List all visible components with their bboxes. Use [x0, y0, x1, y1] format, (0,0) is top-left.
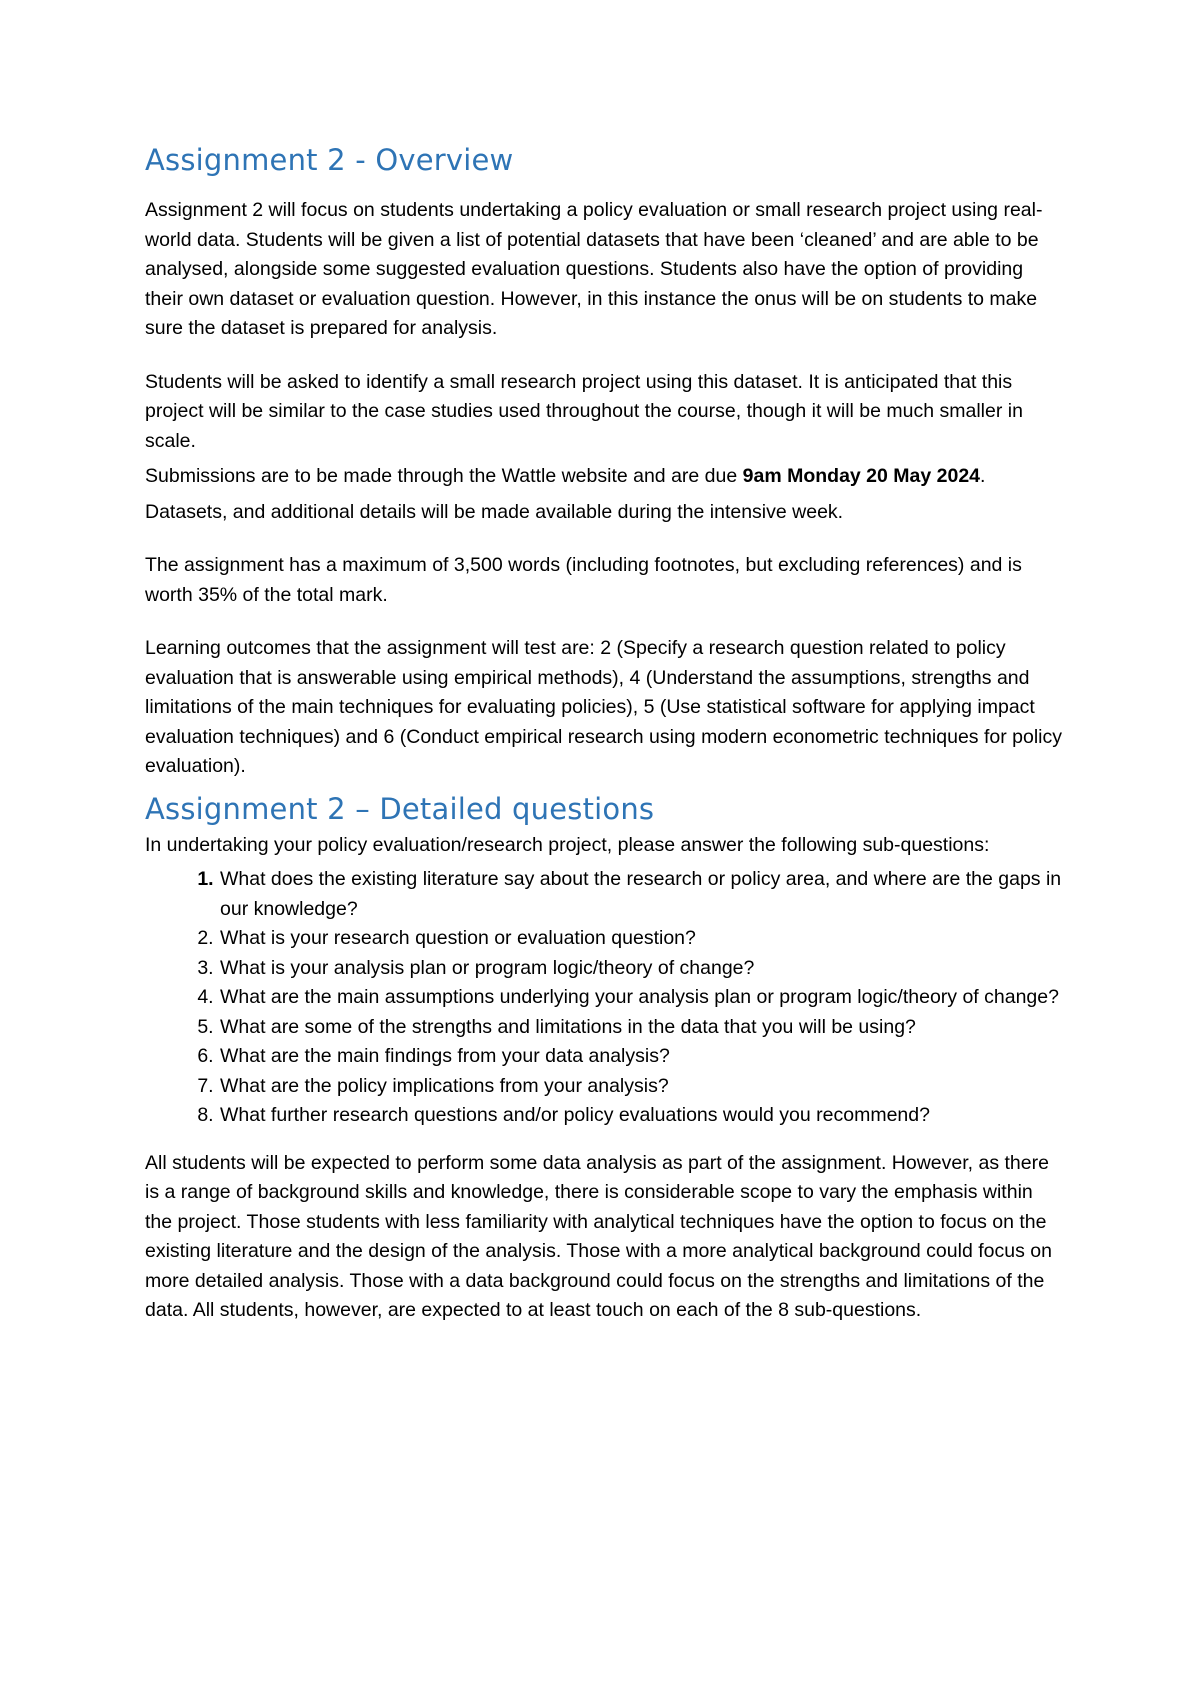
word-limit-paragraph: The assignment has a maximum of 3,500 words (including footnotes, but excluding references) and is worth 35% of the total mark.: [145, 554, 1022, 606]
overview-paragraph-1: Assignment 2 will focus on students undertaking a policy evaluation or small research project using real-world data. Students will be given a list of potential datasets that have been ‘cleaned’ and are able to be analysed, alongside some suggested evaluation questions. Students also have the option of providing their own dataset or evaluation question. However, in this instance the onus will be on students to make sure the dataset is prepared for analysis.: [145, 199, 1043, 339]
closing-paragraph: All students will be expected to perform some data analysis as part of the assignment. However, as there is a range of background skills and knowledge, there is considerable scope to vary the emphasis within the project. Those students with less familiarity with analytical techniques have the option to focus on the existing literature and the design of the analysis. Those with a more analytical background could focus on more detailed analysis. Those with a data background could focus on the strengths and limitations of the data. All students, however, are expected to at least touch on each of the 8 sub-questions.: [145, 1151, 1052, 1321]
sub-question-item: 2. What is your research question or evaluation question?: [219, 924, 1063, 954]
detailed-questions-heading: Assignment 2 – Detailed questions: [145, 791, 655, 826]
submission-paragraph: [145, 462, 1063, 492]
sub-question-item: 5. What are some of the strengths and limitations in the data that you will be using?: [219, 1013, 1063, 1043]
submission-deadline: 9am Monday 20 May 2024: [742, 465, 981, 487]
sub-questions-list: [145, 865, 1063, 1131]
sub-question-item: 1. What does the existing literature say about the research or policy area, and where are the gaps in our knowledge?: [219, 865, 1063, 924]
sub-question-item: 6. What are the main findings from your data analysis?: [219, 1042, 1063, 1072]
document-body: [145, 142, 1063, 1326]
sub-question-item: 7. What are the policy implications from your analysis?: [219, 1072, 1063, 1102]
sub-question-item: 8. What further research questions and/or policy evaluations would you recommend?: [219, 1101, 1063, 1131]
datasets-paragraph: Datasets, and additional details will be made available during the intensive week.: [145, 500, 844, 523]
learning-outcomes-paragraph: Learning outcomes that the assignment will test are: 2 (Specify a research question related to policy evaluation that is answerable using empirical methods), 4 (Understand the assumptions, strengths and limitations of the main techniques for evaluating policies), 5 (Use statistical software for applying impact evaluation techniques) and 6 (Conduct empirical research using modern econometric techniques for policy evaluation).: [145, 637, 1062, 777]
detailed-intro-paragraph: In undertaking your policy evaluation/research project, please answer the following sub-questions:: [145, 833, 990, 856]
submission-tail-text: .: [980, 465, 986, 487]
sub-question-item: 3. What is your analysis plan or program logic/theory of change?: [219, 954, 1063, 984]
sub-question-item: 4. What are the main assumptions underlying your analysis plan or program logic/theory of change?: [219, 983, 1063, 1013]
submission-lead-text: Submissions are to be made through the Wattle website and are due: [145, 465, 743, 487]
overview-paragraph-2: Students will be asked to identify a small research project using this dataset. It is anticipated that this project will be similar to the case studies used throughout the course, though it will be much smaller in scale.: [145, 370, 1023, 452]
overview-heading: Assignment 2 - Overview: [145, 143, 514, 177]
